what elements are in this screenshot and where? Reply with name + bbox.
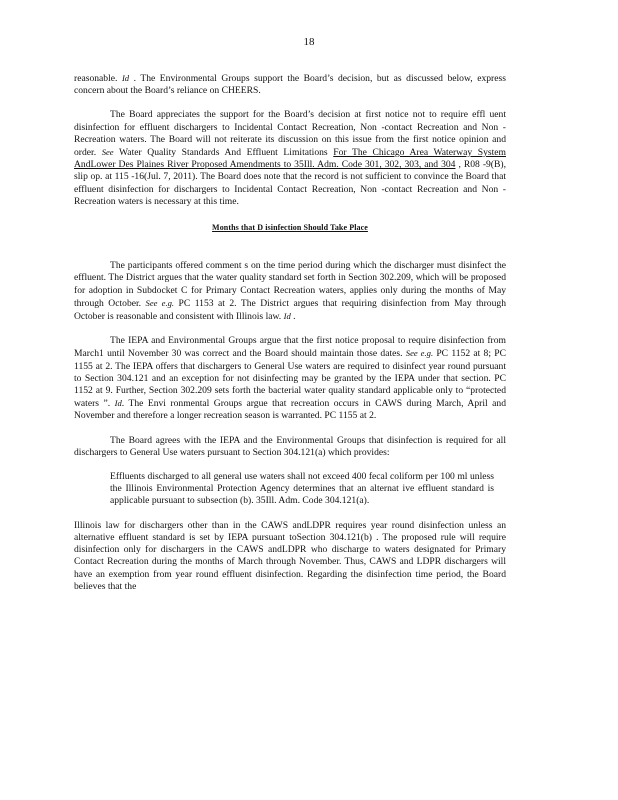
case-title-underlined: For The Chicago Area Waterway System AndLower Des Plaines River Proposed Amendments to 35Ill. Adm. Code 301, 302, 303, and 304	[74, 147, 506, 171]
text: The Board appreciates the support for the Board’s decision at first notice not to require effl uent disinfection for effluent dischargers to Incidental Contact Recreation, Non -contact Recreation and Non -Recreation waters. The Board will not reiterate its discussion on this issue from the first notice opinion and order.	[74, 109, 506, 159]
block-quote: Effluents discharged to all general use waters shall not exceed 400 fecal coliform per 100 ml unless the Illinois Environmental Protection Agency determines that an alternat ive effluent standard is applicable pursuant to subsection (b). 35Ill. Adm. Code 304.121(a).	[110, 471, 494, 507]
citation-see-eg: See e.g.	[145, 297, 175, 308]
document-body	[74, 72, 506, 605]
section-heading: Months that D isinfection Should Take Place	[212, 223, 368, 233]
text: .	[290, 311, 296, 323]
text: . The Envi ronmental Groups argue that recreation occurs in CAWS during March, April and November and therefore a longer recreation season is warranted. PC 1155 at 2.	[74, 398, 506, 422]
paragraph-5	[74, 435, 506, 459]
text: Water Quality Standards And Effluent Limitations	[113, 147, 334, 159]
page-number: 18	[303, 36, 315, 48]
text: . The Environmental Groups support the Board’s decision, but as discussed below, express concern about the Board’s reliance on CHEERS.	[74, 73, 506, 97]
text: PC 1152 at 8; PC 1155 at 2. The IEPA offers that dischargers to General Use waters are required to disinfect year round pursuant to Section 304.121 and an exception for not disinfecting may be granted by the IEPA under that section. PC 1152 at 9. Further, Section 302.209 sets forth the bacterial water quality standard applicable only to “protected waters ”.	[74, 348, 506, 410]
text: reasonable.	[74, 73, 122, 84]
citation-see-eg: See e.g.	[405, 348, 434, 359]
citation-id: Id	[121, 73, 130, 83]
paragraph-3	[74, 260, 506, 323]
text: , R08 -9(B), slip op. at 115 -16(Jul. 7, 2011). The Board does note that the record is not sufficient to convince the Board that effluent disinfection for dischargers to Incidental Contact Recreation, Non -contact Recreation and Non -Recreation waters is necessary at this time.	[74, 159, 506, 207]
citation-id: Id	[283, 311, 291, 322]
text: The Board agrees with the IEPA and the Environmental Groups that disinfection is required for all dischargers to General Use waters pursuant to Section 304.121(a) which provides:	[74, 434, 506, 458]
text: PC 1153 at 2. The District argues that requiring disinfection from May through October is reasonable and consistent with Illinois law.	[74, 297, 506, 323]
text: The participants offered comment s on the time period during which the discharger must disinfect the effluent. The District argues that the water quality standard set forth in Section 302.209, which will be proposed for adoption in Subdocket C for Primary Contact Recreation waters, applies only during the months of May through October.	[74, 260, 506, 309]
text: The IEPA and Environmental Groups argue that the first notice proposal to require disinfection from March1 until November 30 was correct and the Board should maintain those dates.	[74, 335, 506, 360]
citation-see: See	[101, 147, 114, 158]
paragraph-2	[74, 109, 506, 208]
paragraph-6	[74, 520, 506, 593]
paragraph-1	[74, 72, 506, 97]
text: Illinois law for dischargers other than in the CAWS andLDPR requires year round disinfection unless an alternative effluent standard is set by IEPA pursuant toSection 304.121(b) . The proposed rule will require disinfection only for dischargers in the CAWS andLDPR who discharge to waters designated for Primary Contact Recreation during the months of March through November. Thus, CAWS and LDPR dischargers will have an exemption from year round effluent disinfection. Regarding the disinfection time period, the Board believes that the	[74, 519, 506, 592]
citation-id: Id	[114, 398, 122, 409]
paragraph-4	[74, 335, 506, 422]
